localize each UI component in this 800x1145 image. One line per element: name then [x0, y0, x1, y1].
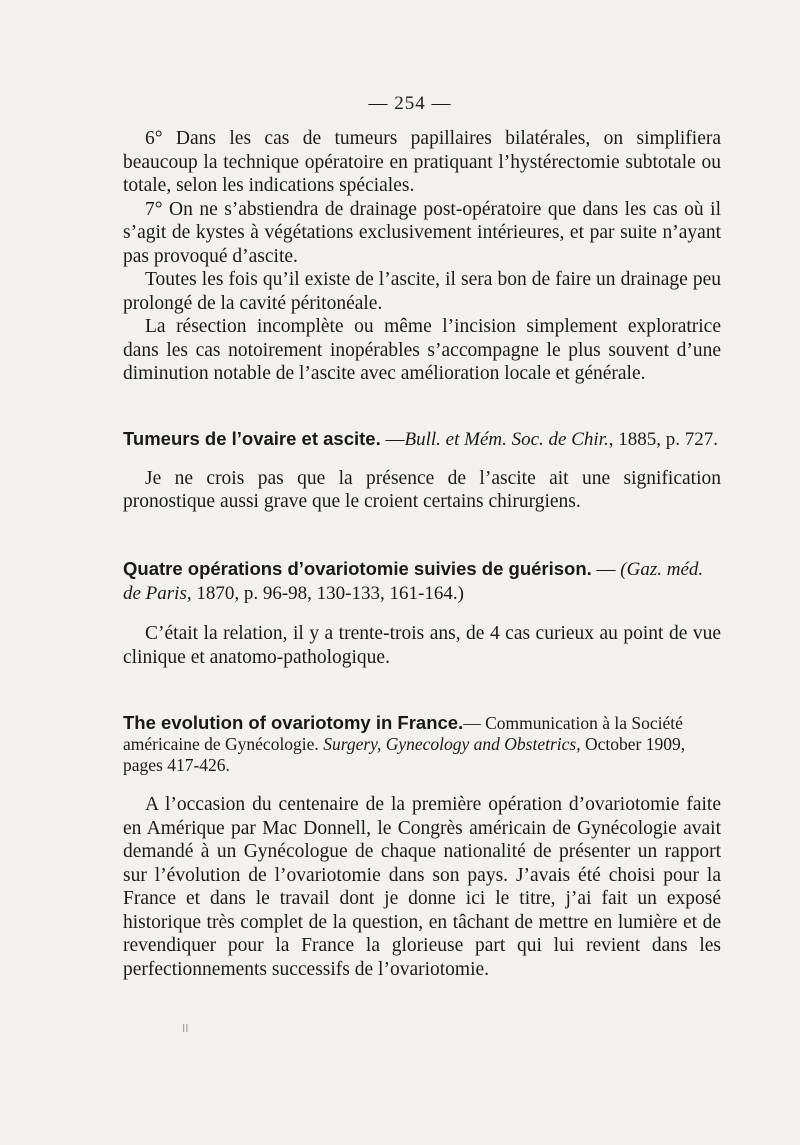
- entry-dash: —: [591, 559, 621, 580]
- entry-title: Tumeurs de l’ovaire et ascite.: [123, 428, 381, 449]
- entry-heading: [123, 427, 721, 452]
- entry-journal: (Gaz. méd. de Paris,: [123, 559, 704, 604]
- margin-mark: II: [182, 1022, 189, 1035]
- entry-heading: [123, 712, 721, 776]
- entry-dash: —: [380, 429, 405, 450]
- entry-body: C’était la relation, il y a trente-trois ans, de 4 cas curieux au point de vue clinique et anatomo-pathologique.: [123, 623, 721, 668]
- page-number: — 254 —: [368, 93, 452, 114]
- entry-quatre-operations: [123, 557, 721, 669]
- entry-title: Quatre opérations d’ovariotomie suivies de guérison.: [123, 558, 592, 579]
- entry-heading: [123, 557, 721, 605]
- entry-citation: , 1885, p. 727.: [608, 429, 718, 450]
- entry-dash: —: [463, 713, 486, 733]
- section-conclusions: [123, 127, 721, 386]
- entry-body: A l’occasion du centenaire de la première opération d’ovariotomie faite en Amérique par Mac Donnell, le Congrès américain de Gynécologie avait demandé à un Gynécologue de chaque nationalité de présenter un rapport sur l’évolution de l’ovariotomie dans son pays. J’avais été choisi pour la France et dans le travail dont je donne ici le titre, j’ai fait un exposé historique très complet de la question, en tâchant de mettre en lumière et de revendiquer pour la France la glorieuse part qui lui revient dans les perfectionnements successifs de l’ovariotomie.: [123, 794, 721, 980]
- entry-communication: Communication à la Société américaine de Gynécologie.: [123, 713, 683, 754]
- entry-citation: 1870, p. 96-98, 130-133, 161-164.): [191, 582, 464, 604]
- entry-journal: Bull. et Mém. Soc. de Chir.: [404, 429, 609, 450]
- paragraph: La résection incomplète ou même l’incision simplement exploratrice dans les cas notoirement inopérables s’accompagne le plus souvent d’une diminution notable de l’ascite avec amélioration locale et générale.: [123, 316, 721, 384]
- entry-evolution-ovariotomy: [123, 712, 721, 981]
- entry-title: The evolution of ovariotomy in France.: [123, 712, 464, 733]
- entry-citation: October 1909, pages 417-426.: [123, 734, 686, 775]
- entry-journal: Surgery, Gynecology and Obstetrics,: [323, 734, 581, 754]
- entry-body: Je ne crois pas que la présence de l’ascite ait une signification pronostique aussi grave que le croient certains chirurgiens.: [123, 467, 721, 512]
- entry-tumeurs-ovaire: [123, 427, 721, 514]
- paragraph: 6° Dans les cas de tumeurs papillaires bilatérales, on simplifiera beaucoup la technique opératoire en pratiquant l’hystérectomie subtotale ou totale, selon les indications spéciales.: [123, 128, 721, 196]
- paragraph: Toutes les fois qu’il existe de l’ascite, il sera bon de faire un drainage peu prolongé de la cavité péritonéale.: [123, 269, 721, 314]
- paragraph: 7° On ne s’abstiendra de drainage post-opératoire que dans les cas où il s’agit de kystes à végétations exclusivement intérieures, et par suite n’ayant pas provoqué d’ascite.: [123, 198, 721, 267]
